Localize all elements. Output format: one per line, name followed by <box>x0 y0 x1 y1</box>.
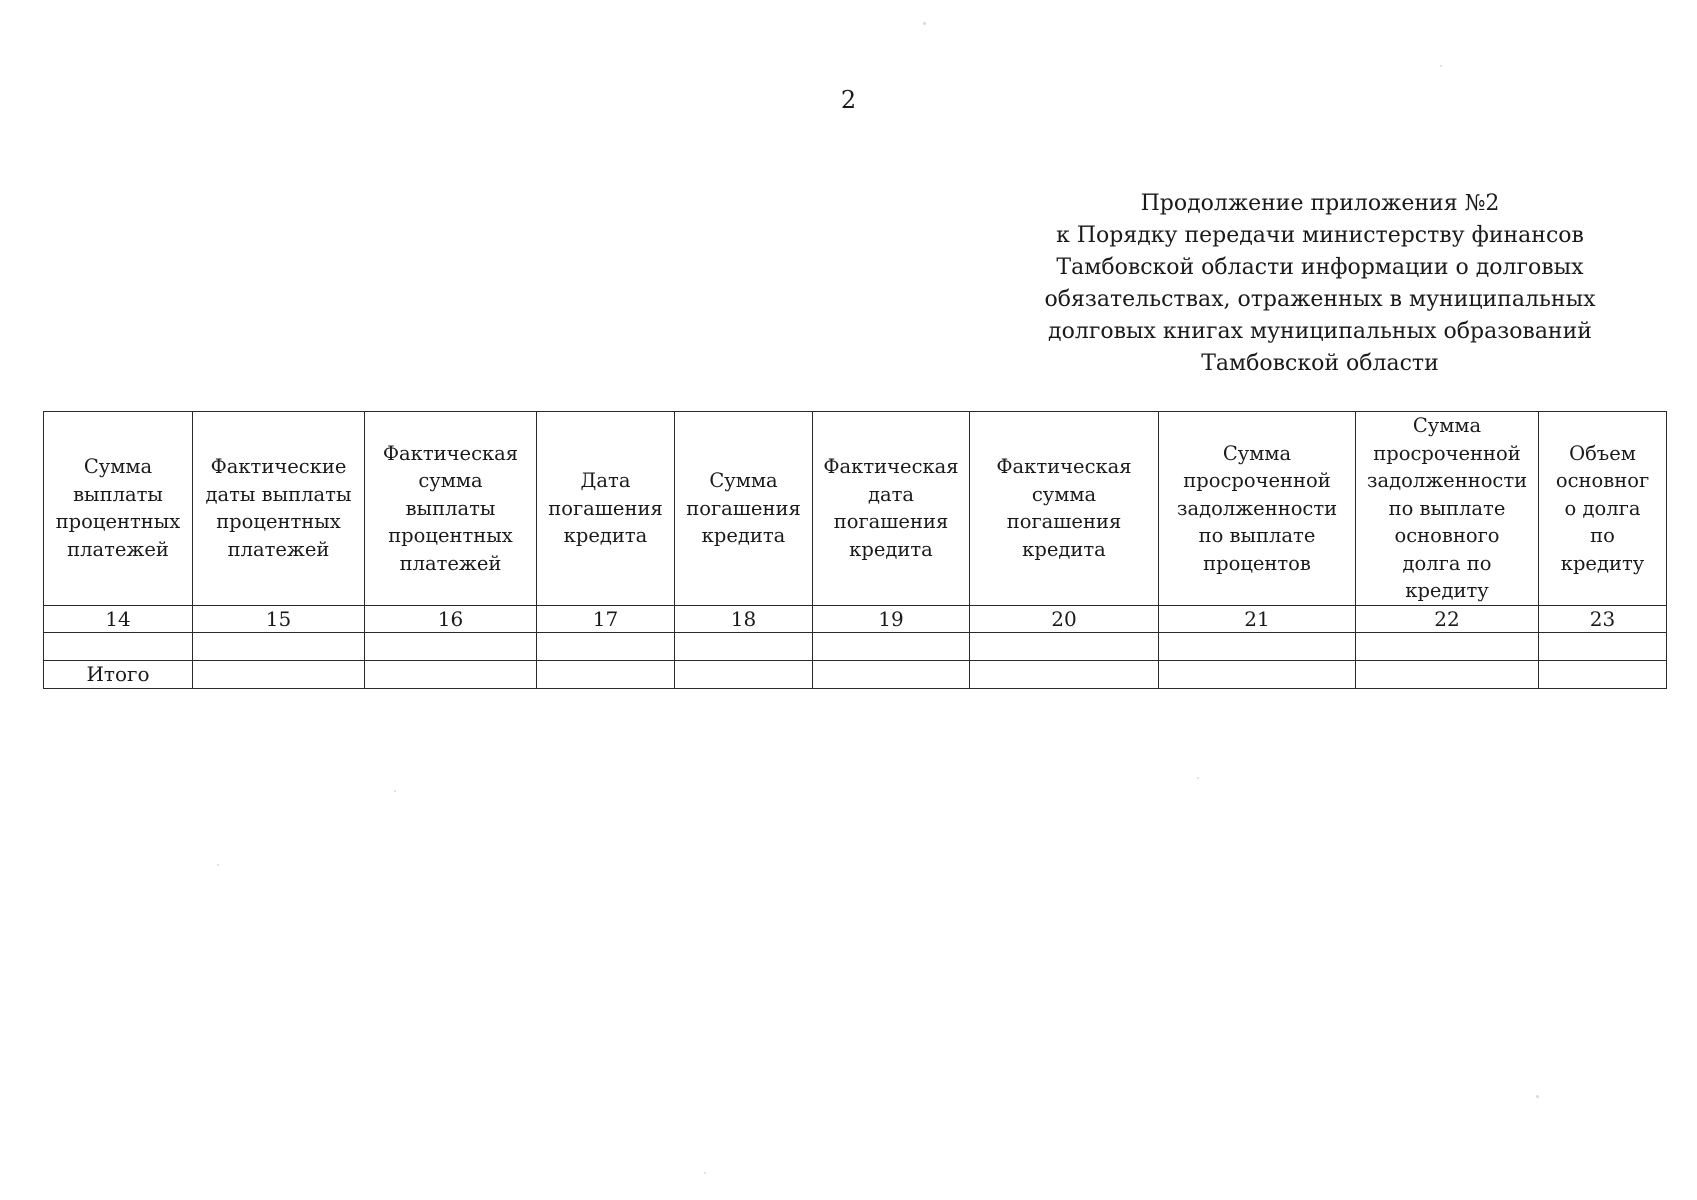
table-cell <box>193 660 365 688</box>
total-label: Итого <box>44 660 193 688</box>
column-number: 23 <box>1539 605 1667 632</box>
scan-speck <box>923 22 926 25</box>
table-cell <box>365 632 537 660</box>
table-row-empty <box>44 632 1667 660</box>
table-cell <box>1356 632 1539 660</box>
column-header: Сумма погашения кредита <box>675 412 813 606</box>
table-cell <box>537 632 675 660</box>
appendix-caption-line: Тамбовской области информации о долговых <box>1056 255 1584 280</box>
column-number: 18 <box>675 605 813 632</box>
appendix-caption-line: Продолжение приложения №2 <box>1140 191 1500 216</box>
column-number: 22 <box>1356 605 1539 632</box>
column-number: 20 <box>970 605 1159 632</box>
table-cell <box>1539 660 1667 688</box>
scan-speck <box>394 790 396 792</box>
scan-speck <box>1440 65 1442 67</box>
appendix-caption-line: к Порядку передачи министерству финансов <box>1056 223 1584 248</box>
table-cell <box>365 660 537 688</box>
column-number-row <box>44 605 1667 632</box>
appendix-caption-line: Тамбовской области <box>1201 351 1439 376</box>
table-cell <box>970 632 1159 660</box>
column-header: Сумма просроченной задолженности по выплате процентов <box>1159 412 1356 606</box>
table-row-total <box>44 660 1667 688</box>
column-header: Фактические даты выплаты процентных платежей <box>193 412 365 606</box>
table-cell <box>675 660 813 688</box>
table-cell <box>813 660 970 688</box>
column-number: 15 <box>193 605 365 632</box>
column-number: 14 <box>44 605 193 632</box>
table-cell <box>970 660 1159 688</box>
debt-obligations-table <box>43 411 1667 689</box>
table-cell <box>1356 660 1539 688</box>
column-header: Фактическая сумма выплаты процентных платежей <box>365 412 537 606</box>
column-header: Сумма просроченной задолженности по выплате основного долга по кредиту <box>1356 412 1539 606</box>
table-header-row <box>44 412 1667 606</box>
column-number: 21 <box>1159 605 1356 632</box>
appendix-caption <box>1010 188 1630 380</box>
column-header: Фактическая дата погашения кредита <box>813 412 970 606</box>
scan-speck <box>704 1172 706 1174</box>
table-cell <box>675 632 813 660</box>
table-cell <box>537 660 675 688</box>
table-cell <box>1539 632 1667 660</box>
column-number: 19 <box>813 605 970 632</box>
table-cell <box>1159 632 1356 660</box>
table-cell <box>1159 660 1356 688</box>
table-cell <box>813 632 970 660</box>
table-cell <box>44 632 193 660</box>
scan-speck <box>1536 1095 1539 1098</box>
column-number: 17 <box>537 605 675 632</box>
column-header: Объем основног о долга по кредиту <box>1539 412 1667 606</box>
column-header: Дата погашения кредита <box>537 412 675 606</box>
page-number: 2 <box>840 86 857 114</box>
scan-speck <box>217 864 219 866</box>
appendix-caption-line: обязательствах, отраженных в муниципальных <box>1044 287 1596 312</box>
appendix-caption-line: долговых книгах муниципальных образований <box>1048 319 1592 344</box>
scan-speck <box>1197 777 1199 779</box>
table-cell <box>193 632 365 660</box>
column-header: Сумма выплаты процентных платежей <box>44 412 193 606</box>
column-header: Фактическая сумма погашения кредита <box>970 412 1159 606</box>
column-number: 16 <box>365 605 537 632</box>
